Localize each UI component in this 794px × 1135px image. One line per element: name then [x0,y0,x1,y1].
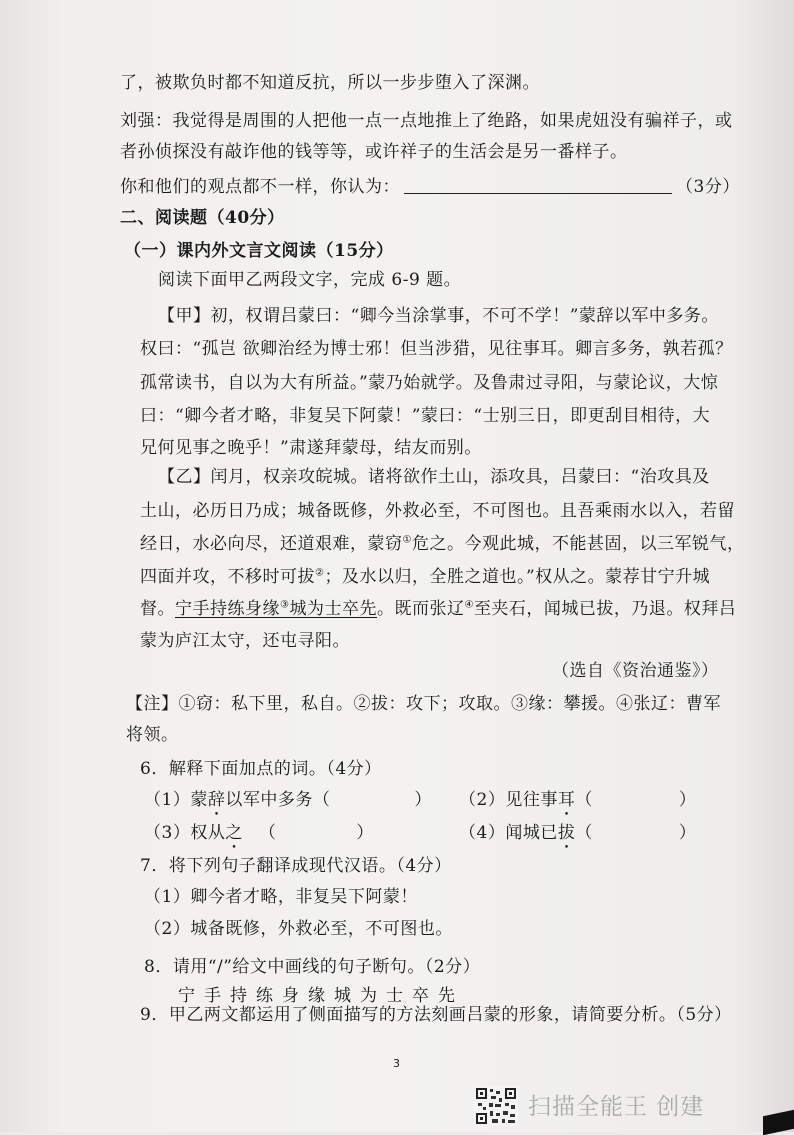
passage-jia-line-4: 曰：“卿今者才略，非复吴下阿蒙！”蒙曰：“士别三日，即更刮目相待，大 [140,406,711,426]
q6-4-open: （ [575,823,593,843]
question-6-item-4 [459,822,696,853]
q6-1-suffix: 以军中多务（ [225,790,331,810]
instruction-text: 阅读下面甲乙两段文字，完成 6-9 题。 [158,270,462,290]
passage-yi-line-6: 蒙为庐江太守，还屯寻阳。 [140,631,350,651]
q6-2-open: （ [575,790,593,810]
question-6-title: 6．解释下面加点的词。（4分） [140,759,382,779]
yi5-text-a: 督。 [140,599,175,619]
subsection-heading: （一）课内外文言文阅读（15分） [124,241,394,261]
yi5-text-b: 。既而张辽 [376,599,465,619]
yi3-text-a: 经日，水必向尽，还道艰难，蒙窃 [140,534,403,554]
source-citation: （选自《资治通鉴》） [552,661,719,681]
passage-yi-line-4 [140,566,710,588]
note-marker-4: ④ [464,599,474,611]
page-number: 3 [393,1057,400,1070]
yi3-text-b: 危之。今观此城，不能甚固，以三军锐气， [411,534,745,554]
underlined-sentence [175,599,377,619]
passage-yi-line-1: 【乙】闰月，权亲攻皖城。诸将欲作土山，添攻具，吕蒙曰：“治攻具及 [158,467,710,487]
q6-4-dotted-word: 拔 [557,823,576,843]
text-line-2: 刘强：我觉得是周围的人把他一点一点地推上了绝路，如果虎妞没有骗祥子，或 [120,111,733,131]
passage-jia-line-1: 【甲】初，权谓吕蒙曰：“卿今当涂掌事，不可不学！”蒙辞以军中多务。 [158,306,719,326]
answer-blank[interactable] [404,193,672,194]
question-8-title: 8．请用“/”给文中画线的句子断句。（2分） [144,957,481,977]
passage-yi-line-5 [140,598,736,620]
passage-yi-line-2: 土山，必历日乃成；城备既修，外救必至，不可图也。且吾乘雨水以入，若留 [140,501,735,521]
question-7-item-2: （2）城备既修，外救必至，不可图也。 [144,919,453,939]
underlined-part-2: 城为士卒先 [289,599,377,619]
yi5-text-c: 至夹石，闻城已拔，乃退。权拜吕 [473,599,737,619]
question-9-title: 9．甲乙两文都运用了侧面描写的方法刻画吕蒙的形象，请简要分析。（5分） [140,1005,732,1025]
score-label: （3分） [676,177,740,197]
question-6-item-2 [459,789,696,820]
text-line-3: 者孙侦探没有敲诈他的钱等等，或许祥子的生活会是另一番样子。 [120,142,628,162]
q6-4-prefix: （4）闻城已 [459,823,558,843]
notes-line-2: 将领。 [126,725,179,745]
question-7-title: 7．将下列句子翻译成现代汉语。（4分） [140,856,452,876]
q6-1-prefix: （1）蒙 [144,790,208,810]
underlined-part-1: 宁手持练身缘 [175,599,280,619]
question-line-4 [120,176,740,198]
note-marker-1: ① [402,534,412,546]
text-line-1: 了，被欺负时都不知道反抗，所以一步步堕入了深渊。 [120,73,540,93]
scanner-watermark: 扫描全能王 创建 [528,1094,705,1120]
passage-yi-line-3 [140,533,744,555]
question-8-sentence: 宁手持练身缘城为士卒先 [178,986,464,1006]
prompt-text: 你和他们的观点都不一样，你认为： [120,177,400,197]
question-6-item-3 [144,822,374,853]
q6-3-dotted-word: 之 [225,823,243,843]
q6-3-prefix: （3）权从 [144,823,226,843]
q6-2-dotted-word: 耳 [557,790,576,810]
notes-line-1: 【注】①窃：私下里，私自。②拔：攻下；攻取。③缘：攀援。④张辽：曹军 [126,694,721,714]
q6-2-close: ） [678,790,697,810]
yi4-text-a: 四面并攻，不移时可拔 [140,567,315,587]
q6-2-prefix: （2）见往事 [459,790,558,810]
q6-3-open: （ [258,823,277,843]
section-heading-reading: 二、阅读题（40分） [120,208,285,228]
q6-1-close: ） [414,790,432,810]
passage-jia-line-5: 兄何见事之晚乎！”肃遂拜蒙母，结友而别。 [140,438,482,458]
q6-3-close: ） [356,823,374,843]
q6-4-close: ） [678,823,697,843]
q6-1-dotted-word: 辞 [207,790,226,810]
yi4-text-b: ；及水以归，全胜之道也。”权从之。蒙荐甘宁升城 [324,567,711,587]
question-6-item-1 [144,789,432,820]
note-marker-2: ② [315,567,325,579]
scan-shadow-corner [763,1110,794,1135]
qr-code-icon [474,1086,518,1126]
passage-jia-line-2: 权曰：“孤岂 欲卿治经为博士邪！但当涉猎，见往事耳。卿言多务，孰若孤？ [140,339,733,359]
passage-jia-line-3: 孤常读书，自以为大有所益。”蒙乃始就学。及鲁肃过寻阳，与蒙论议，大惊 [140,373,719,393]
note-marker-3: ③ [280,599,290,611]
question-7-item-1: （1）卿今者才略，非复吴下阿蒙！ [144,887,418,907]
